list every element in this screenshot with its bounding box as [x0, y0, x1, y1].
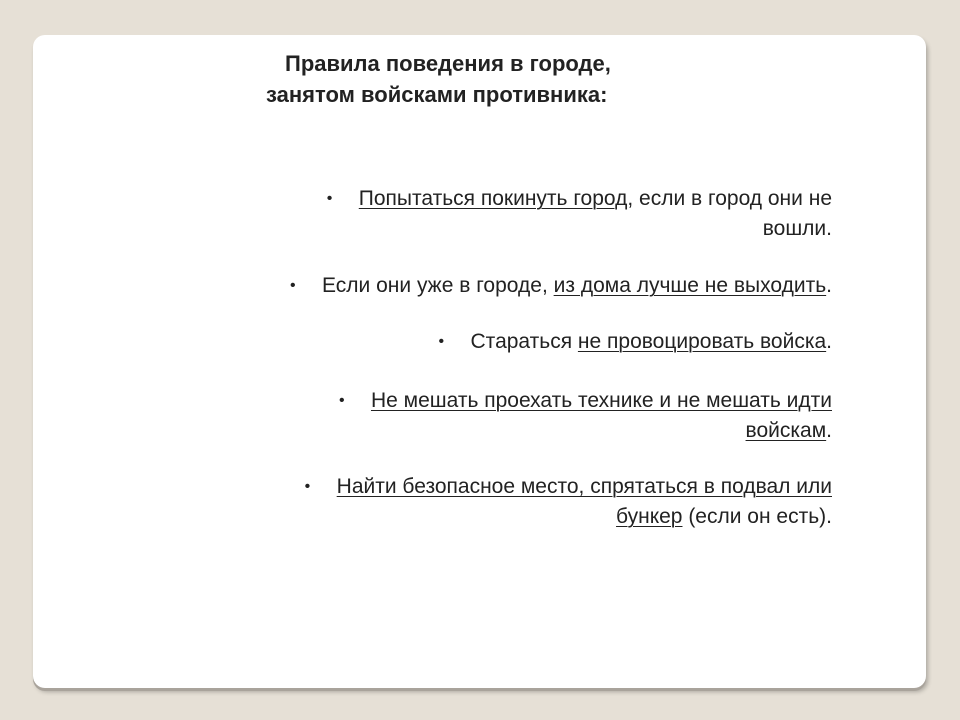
bullet-1-rest: , если в город они не	[627, 187, 832, 210]
bullet-1-underlined: Попытаться покинуть город	[358, 187, 628, 210]
title-line-2: занятом войсками противника:	[266, 82, 608, 107]
bullet-item-5	[304, 472, 832, 532]
bullet-4-line-2	[371, 416, 832, 446]
bullet-item-1	[326, 184, 832, 244]
bullet-4-underlined: Не мешать проехать технике и не мешать идти	[370, 389, 832, 412]
title-line-1: Правила поведения в городе,	[285, 51, 611, 76]
bullet-3-end: .	[826, 330, 832, 353]
bullet-item-4	[338, 386, 832, 446]
bullet-5-end: (если он есть).	[682, 505, 832, 528]
bullet-dot-icon: •	[338, 392, 345, 409]
bullet-5-underlined: Найти безопасное место, спрятаться в подвал или	[336, 475, 832, 498]
bullet-5-line-2	[337, 502, 832, 532]
bullet-dot-icon: •	[326, 190, 333, 207]
bullet-3-underlined: не провоцировать войска	[577, 330, 827, 353]
bullet-1-line-2: вошли.	[762, 217, 832, 240]
bullet-4-line-1	[371, 386, 832, 416]
bullet-5-line-1	[337, 472, 832, 502]
bullet-2-end: .	[826, 274, 832, 297]
bullet-3-plain: Стараться	[470, 330, 578, 353]
bullet-dot-icon: •	[438, 333, 445, 350]
bullet-dot-icon: •	[290, 277, 296, 294]
bullet-2-plain: Если они уже в городе,	[322, 274, 554, 297]
bullet-4-end: .	[826, 419, 832, 442]
bullet-5-underlined-2: бункер	[616, 505, 683, 528]
bullet-dot-icon: •	[304, 478, 311, 495]
bullet-item-2	[290, 271, 832, 301]
bullet-4-underlined-2: войскам	[745, 419, 827, 442]
bullet-3-line-1	[471, 327, 832, 357]
bullet-item-3	[438, 327, 832, 357]
slide-panel	[33, 35, 926, 688]
bullet-1-line-1	[359, 184, 832, 214]
bullet-2-line-1	[322, 271, 832, 301]
bullet-2-underlined: из дома лучше не выходить	[553, 274, 827, 297]
